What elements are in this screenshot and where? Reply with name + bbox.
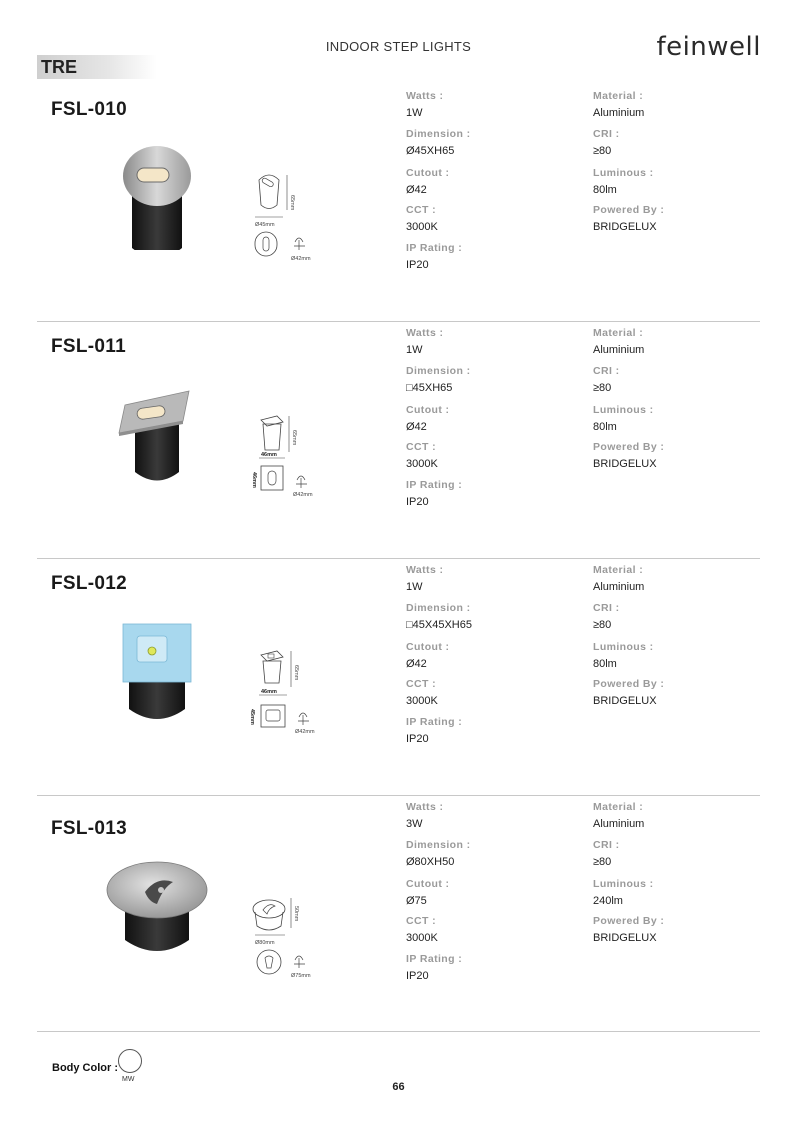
product-section-fsl-010 bbox=[37, 85, 760, 322]
product-photo bbox=[97, 130, 217, 250]
product-photo bbox=[92, 858, 222, 978]
cutout-dim: Ø42mm bbox=[293, 492, 313, 498]
height-dim: 65mm bbox=[293, 665, 299, 681]
spec-ip-rating: IP Rating : IP20 bbox=[406, 716, 463, 745]
spec-cri: CRI : ≥80 bbox=[593, 365, 620, 394]
spec-cri: CRI : ≥80 bbox=[593, 839, 620, 868]
model-name: FSL-010 bbox=[51, 99, 128, 120]
technical-drawing bbox=[247, 892, 347, 1002]
spec-powered-by: Powered By : BRIDGELUX bbox=[593, 678, 665, 707]
width-dim: Ø80mm bbox=[255, 940, 275, 946]
technical-drawing bbox=[247, 170, 347, 280]
product-section-fsl-011 bbox=[37, 321, 760, 558]
product-photo bbox=[97, 614, 217, 734]
spec-cct: CCT : 3000K bbox=[406, 204, 438, 233]
cutout-dim: Ø75mm bbox=[291, 973, 311, 979]
spec-cct: CCT : 3000K bbox=[406, 678, 438, 707]
spec-dimension: Dimension : □45X45XH65 bbox=[406, 602, 472, 631]
spec-cri: CRI : ≥80 bbox=[593, 128, 620, 157]
height-dim: 50mm bbox=[293, 906, 299, 922]
spec-cct: CCT : 3000K bbox=[406, 441, 438, 470]
spec-powered-by: Powered By : BRIDGELUX bbox=[593, 441, 665, 470]
spec-cutout: Cutout : Ø42 bbox=[406, 167, 450, 196]
spec-material: Material : Aluminium bbox=[593, 90, 645, 119]
spec-ip-rating: IP Rating : IP20 bbox=[406, 242, 463, 271]
color-swatch bbox=[118, 1049, 142, 1073]
width-dim: 46mm bbox=[261, 452, 277, 458]
spec-material: Material : Aluminium bbox=[593, 801, 645, 830]
brand-logo: feinwell bbox=[656, 32, 761, 62]
spec-material: Material : Aluminium bbox=[593, 564, 645, 593]
color-swatch-label: MW bbox=[122, 1076, 135, 1083]
product-section-fsl-013 bbox=[37, 795, 760, 1032]
spec-dimension: Dimension : Ø80XH50 bbox=[406, 839, 471, 868]
spec-luminous: Luminous : 240lm bbox=[593, 878, 654, 907]
spec-luminous: Luminous : 80lm bbox=[593, 404, 654, 433]
spec-ip-rating: IP Rating : IP20 bbox=[406, 953, 463, 982]
spec-cutout: Cutout : Ø42 bbox=[406, 404, 450, 433]
height-dim: 65mm bbox=[291, 430, 297, 446]
spec-cct: CCT : 3000K bbox=[406, 915, 438, 944]
body-color-label: Body Color : bbox=[52, 1062, 118, 1074]
spec-powered-by: Powered By : BRIDGELUX bbox=[593, 915, 665, 944]
spec-powered-by: Powered By : BRIDGELUX bbox=[593, 204, 665, 233]
model-name: FSL-012 bbox=[51, 573, 128, 594]
width-dim: Ø45mm bbox=[255, 222, 275, 228]
technical-drawing bbox=[247, 410, 347, 520]
page-number: 66 bbox=[392, 1081, 405, 1093]
page-title: INDOOR STEP LIGHTS bbox=[325, 39, 472, 54]
spec-cri: CRI : ≥80 bbox=[593, 602, 620, 631]
spec-luminous: Luminous : 80lm bbox=[593, 167, 654, 196]
model-name: FSL-013 bbox=[51, 818, 128, 839]
cutout-dim: Ø42mm bbox=[291, 256, 311, 262]
product-photo bbox=[97, 377, 217, 497]
product-section-fsl-012 bbox=[37, 558, 760, 795]
side-dim: 46mm bbox=[251, 472, 257, 488]
spec-cutout: Cutout : Ø42 bbox=[406, 641, 450, 670]
spec-luminous: Luminous : 80lm bbox=[593, 641, 654, 670]
height-dim: 65mm bbox=[289, 195, 295, 211]
spec-watts: Watts : 1W bbox=[406, 327, 444, 356]
side-dim: 45mm bbox=[249, 709, 255, 725]
series-tag: TRE bbox=[37, 55, 157, 79]
spec-dimension: Dimension : □45XH65 bbox=[406, 365, 471, 394]
spec-cutout: Cutout : Ø75 bbox=[406, 878, 450, 907]
spec-material: Material : Aluminium bbox=[593, 327, 645, 356]
spec-dimension: Dimension : Ø45XH65 bbox=[406, 128, 471, 157]
width-dim: 46mm bbox=[261, 689, 277, 695]
spec-watts: Watts : 1W bbox=[406, 90, 444, 119]
spec-ip-rating: IP Rating : IP20 bbox=[406, 479, 463, 508]
cutout-dim: Ø42mm bbox=[295, 729, 315, 735]
technical-drawing bbox=[247, 647, 347, 757]
spec-watts: Watts : 3W bbox=[406, 801, 444, 830]
footer-divider bbox=[37, 1031, 760, 1032]
model-name: FSL-011 bbox=[51, 336, 126, 357]
spec-watts: Watts : 1W bbox=[406, 564, 444, 593]
